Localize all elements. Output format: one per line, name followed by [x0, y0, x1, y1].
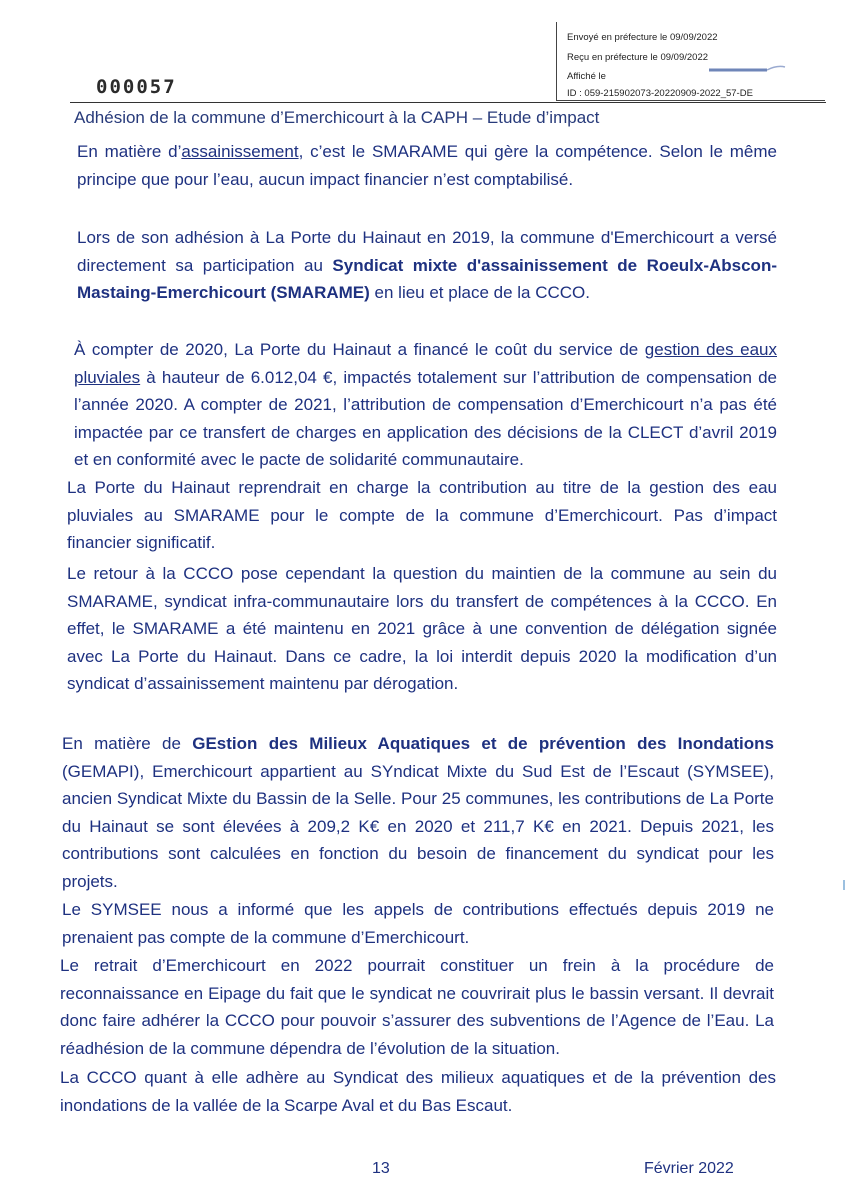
stamp-received: Reçu en préfecture le 09/09/2022: [567, 52, 709, 63]
paragraph-ccco-adhesion: La CCCO quant à elle adhère au Syndicat des milieux aquatiques et de la prévention des inondations de la vallée de la Scarpe Aval et du Bas Escaut.: [60, 1068, 776, 1115]
stamp-posted: Affiché le: [567, 71, 606, 82]
text-run: à hauteur de 6.012,04 €, impactés totalement sur l’attribution de compensation de l’année 2020. A compter de 2021, l’attribution de compensation d’Emerchicourt n’a pas été impactée par ce transfert de charges en application des décisions de la CLECT d’avril 2019 et en conformité avec le pacte de solidarité communautaire.: [74, 367, 777, 469]
text-run: Lors de son adhésion à La Porte du Hainaut en 2019, la commune d'Emerchicourt a versé directement sa participation au: [77, 228, 777, 275]
document-title: Adhésion de la commune d’Emerchicourt à la CAPH – Etude d’impact: [74, 108, 600, 127]
page-number: 13: [372, 1160, 390, 1177]
stamp-id: ID : 059-215902073-20220909-2022_57-DE: [567, 88, 753, 99]
underlined-term: assainissement: [181, 142, 299, 161]
paragraph-retour-ccco: Le retour à la CCCO pose cependant la question du maintien de la commune au sein du SMARAME, syndicat infra-communautaire lors du transfert de compétences à la CCCO. En effet, le SMARAME a été maintenu en 2021 grâce à une convention de délégation signée avec La Porte du Hainaut. Dans ce cadre, la loi interdit depuis 2020 la modification d’un syndicat d’assainissement maintenu par dérogation.: [67, 564, 777, 693]
text-run: À compter de 2020, La Porte du Hainaut a financé le coût du service de: [74, 340, 645, 359]
scan-edge-mark: [843, 880, 845, 890]
header-divider: [70, 102, 826, 103]
bold-term: GEstion des Milieux Aquatiques et de prévention des Inondations: [192, 734, 775, 753]
text-run: , c’est le SMARAME qui gère la compétence. Selon le même principe que pour l’eau, aucun impact financier n’est comptabilisé.: [77, 142, 777, 189]
text-run: En matière d’: [77, 142, 182, 161]
paragraph-symsee: Le SYMSEE nous a informé que les appels de contributions effectués depuis 2019 ne prenaient pas compte de la commune d’Emerchicourt.: [62, 900, 774, 947]
paragraph-adhesion-2019: [77, 224, 777, 307]
bold-term: Syndicat mixte d'assainissement de Roeulx-Abscon-Mastaing-Emerchicourt (SMARAME): [77, 255, 777, 302]
document-number: 000057: [96, 76, 177, 98]
paragraph-gemapi: [62, 730, 774, 895]
text-run: (GEMAPI), Emerchicourt appartient au SYndicat Mixte du Sud Est de l’Escaut (SYMSEE), ancien Syndicat Mixte du Bassin de la Selle. Pour 25 communes, les contributions de La Porte du Hainaut se sont élevées à 209,2 K€ en 2020 et 211,7 K€ en 2021. Depuis 2021, les contributions sont calculées en fonction du besoin de financement du syndicat pour les projets.: [62, 761, 774, 891]
stamp-sent: Envoyé en préfecture le 09/09/2022: [567, 32, 718, 43]
text-run: en lieu et place de la CCCO.: [369, 283, 590, 302]
paragraph-eaux-pluviales: [74, 336, 777, 474]
prefecture-stamp: [556, 22, 825, 101]
paragraph-reprise-contribution: La Porte du Hainaut reprendrait en charge la contribution au titre de la gestion des eau pluviales au SMARAME pour le compte de la commune d’Emerchicourt. Pas d’impact financier significatif.: [67, 478, 777, 552]
footer-date: Février 2022: [644, 1160, 734, 1177]
slo-logo-icon: [707, 64, 787, 76]
paragraph-retrait: Le retrait d’Emerchicourt en 2022 pourrait constituer un frein à la procédure de reconnaissance en Eipage du fait que le syndicat ne couvrirait plus le bassin versant. Il devrait donc faire adhérer la CCCO pour pouvoir s’assurer des subventions de l’Agence de l’Eau. La réadhésion de la commune dépendra de l’évolution de la situation.: [60, 956, 774, 1058]
paragraph-assainissement: [77, 138, 777, 193]
underlined-term: gestion des eaux pluviales: [74, 340, 777, 387]
text-run: En matière de: [62, 734, 193, 753]
